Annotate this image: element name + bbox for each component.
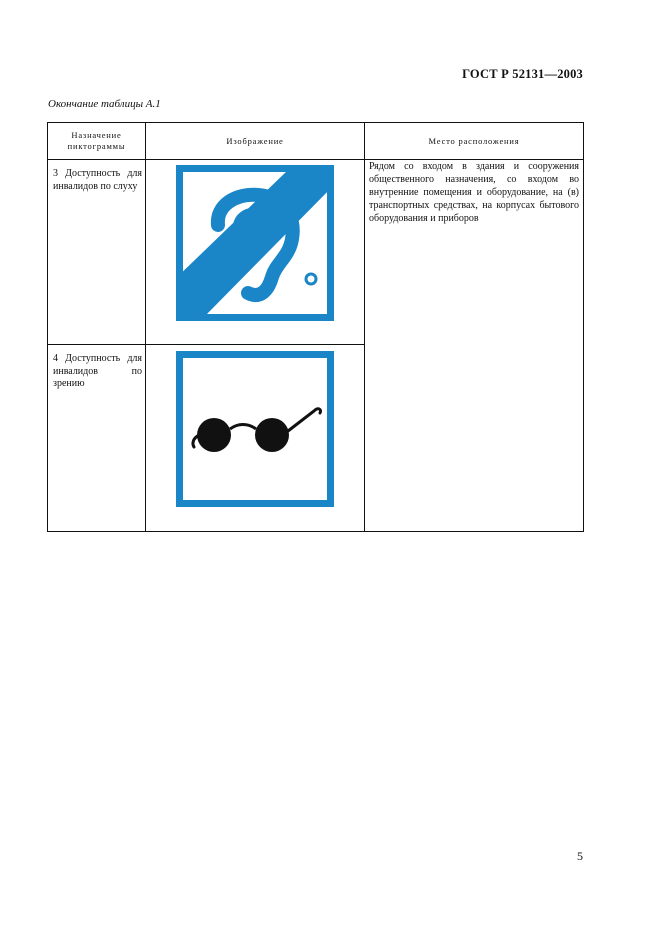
column-header-image: Изображение [146,123,365,160]
column-header-purpose: Назначение пиктограммы [48,123,146,160]
table-row [48,160,584,345]
table-header-row [48,123,584,160]
page-number: 5 [577,849,583,863]
pictogram-table [47,122,584,532]
column-header-placement: Место расположения [365,123,584,160]
hearing-impaired-icon [176,165,334,321]
placement-text: Рядом со входом в здания и сооружения общественного назначения, со входом во внутренние помещения и оборудование, на (в) транспортных средствах, на корпусах бытового оборудования и приборов [369,161,579,224]
standard-id: ГОСТ Р 52131—2003 [462,67,583,81]
table-caption: Окончание таблицы А.1 [48,98,161,110]
placement-cell [365,160,584,532]
pictogram-name: 3 Доступность для инвалидов по слуху [53,168,142,192]
pictogram-name: 4 Доступность для инвалидов по зрению [53,353,142,389]
pictogram-name-cell [48,345,146,532]
pictogram-image-cell [146,345,365,532]
pictogram-name-cell [48,160,146,345]
blind-glasses-icon [176,351,334,507]
pictogram-image-cell [146,160,365,345]
